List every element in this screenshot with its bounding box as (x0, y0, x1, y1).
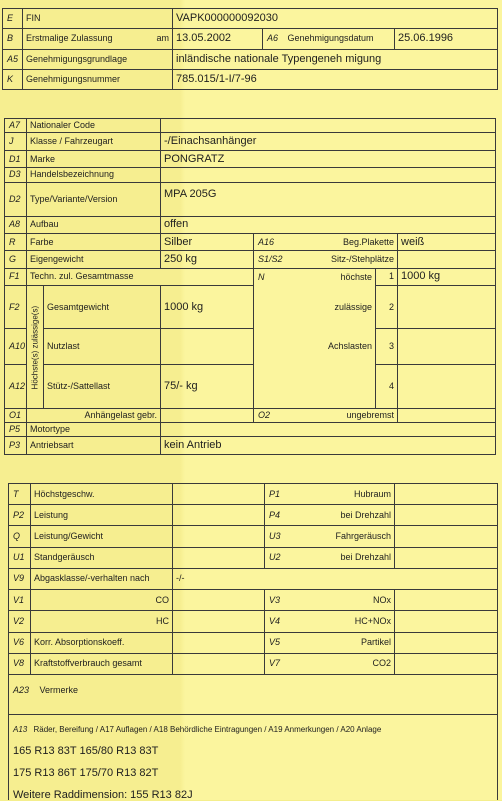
label-remarks: Vermerke (39, 685, 79, 695)
label-curb-weight: Eigengewicht (27, 251, 161, 268)
value-approval-number: 785.015/1-I/7-96 (173, 69, 498, 89)
label-nox: NOx (287, 590, 395, 611)
label-first-registration: Erstmalige Zulassung am (23, 29, 173, 49)
label-absorption: Korr. Absorptionskoeff. (31, 632, 173, 653)
code-a23: A23 (13, 685, 30, 695)
code-n: N (254, 268, 292, 285)
tyre-line-2: 175 R13 86T 175/70 R13 82T (13, 767, 159, 779)
label-max-permissible: Höchste(s) zulässige(s) (27, 286, 44, 408)
code-t: T (9, 484, 31, 505)
label-stationary-noise: Standgeräusch (31, 547, 173, 568)
label-badge: Beg.Plakette (292, 234, 398, 251)
value-brand: PONGRATZ (161, 150, 496, 167)
label-power-rpm: bei Drehzahl (287, 505, 395, 526)
code-u2: U2 (265, 547, 287, 568)
tyre-line-1: 165 R13 83T 165/80 R13 83T (13, 745, 159, 757)
label-hc: HC (31, 611, 173, 632)
axle-number-4: 4 (376, 365, 398, 408)
label-approval-date: Genehmigungsdatum (285, 29, 395, 49)
code-u1: U1 (9, 547, 31, 568)
code-q: Q (9, 526, 31, 547)
code-b: B (3, 29, 23, 49)
label-power: Leistung (31, 505, 173, 526)
value-trailer-unbraked (398, 408, 496, 422)
label-axle-loads: Achslasten (292, 329, 376, 365)
code-s1s2: S1/S2 (254, 251, 292, 268)
label-drive-type: Antriebsart (27, 437, 161, 455)
code-v9: V9 (9, 568, 31, 589)
value-drive-type: kein Antrieb (161, 437, 496, 455)
label-drive-noise: Fahrgeräusch (287, 526, 395, 547)
code-p4: P4 (265, 505, 287, 526)
code-r: R (5, 234, 27, 251)
code-f2: F2 (5, 286, 27, 329)
label-hc-nox: HC+NOx (287, 611, 395, 632)
value-axle-4 (398, 365, 496, 408)
label-tyres: Räder, Bereifung / A17 Auflagen / A18 Behördliche Eintragungen / A19 Anmerkungen / A20 Anlage (33, 725, 382, 734)
label-support-load: Stütz-/Sattellast (44, 365, 161, 408)
value-support-load: 75/- kg (161, 365, 254, 408)
label-payload: Nutzlast (44, 329, 161, 365)
code-e: E (3, 9, 23, 29)
value-fin: VAPK000000092030 (173, 9, 498, 29)
code-a6: A6 (263, 29, 285, 49)
value-class: -/Einachsanhänger (161, 133, 496, 150)
code-j: J (5, 133, 27, 150)
code-v1: V1 (9, 590, 31, 611)
label-brand: Marke (27, 150, 161, 167)
label-total-weight: Gesamtgewicht (44, 286, 161, 329)
value-seats (398, 251, 496, 268)
label-max-speed: Höchstgeschw. (31, 484, 173, 505)
label-particles: Partikel (287, 632, 395, 653)
value-total-weight: 1000 kg (161, 286, 254, 329)
value-color: Silber (161, 234, 254, 251)
label-body: Aufbau (27, 216, 161, 233)
axle-number-2: 2 (376, 286, 398, 329)
code-p5: P5 (5, 423, 27, 437)
value-curb-weight: 250 kg (161, 251, 254, 268)
tyre-line-3: Weitere Raddimension: 155 R13 82J (13, 789, 193, 801)
section-identification (2, 8, 498, 90)
code-v5: V5 (265, 632, 287, 653)
label-type: Type/Variante/Version (27, 182, 161, 216)
section-tyres (8, 715, 498, 800)
value-badge: weiß (398, 234, 496, 251)
value-national-code (161, 119, 496, 133)
section-remarks (8, 675, 498, 715)
label-approval-basis: Genehmigungsgrundlage (23, 49, 173, 69)
value-trade-name (161, 168, 496, 182)
code-v6: V6 (9, 632, 31, 653)
label-noise-rpm: bei Drehzahl (287, 547, 395, 568)
label-power-weight: Leistung/Gewicht (31, 526, 173, 547)
value-type: MPA 205G (161, 182, 496, 216)
value-first-registration: 13.05.2002 (173, 29, 263, 49)
label-engine-type: Motortype (27, 423, 161, 437)
code-d1: D1 (5, 150, 27, 167)
code-o2: O2 (254, 408, 292, 422)
code-p3: P3 (5, 437, 27, 455)
label-displacement: Hubraum (287, 484, 395, 505)
code-u3: U3 (265, 526, 287, 547)
label-co2: CO2 (287, 653, 395, 674)
code-v3: V3 (265, 590, 287, 611)
label-permissible: zulässige (292, 286, 376, 329)
code-g: G (5, 251, 27, 268)
code-o1: O1 (5, 408, 27, 422)
label-fuel-consumption: Kraftstoffverbrauch gesamt (31, 653, 173, 674)
label-color: Farbe (27, 234, 161, 251)
value-engine-type (161, 423, 496, 437)
value-approval-basis: inländische nationale Typengeneh migung (173, 49, 498, 69)
code-d3: D3 (5, 168, 27, 182)
value-approval-date: 25.06.1996 (395, 29, 498, 49)
value-axle-1: 1000 kg (398, 268, 496, 285)
label-fin: FIN (23, 9, 173, 29)
code-v8: V8 (9, 653, 31, 674)
value-emission-class: -/- (173, 568, 498, 589)
label-tech-mass: Techn. zul. Gesamtmasse (27, 268, 254, 285)
value-axle-3 (398, 329, 496, 365)
value-axle-2 (398, 286, 496, 329)
code-a7: A7 (5, 119, 27, 133)
label-class: Klasse / Fahrzeugart (27, 133, 161, 150)
value-body: offen (161, 216, 496, 233)
label-co: CO (31, 590, 173, 611)
code-d2: D2 (5, 182, 27, 216)
label-trailer-unbraked: ungebremst (292, 408, 398, 422)
label-approval-number: Genehmigungsnummer (23, 69, 173, 89)
code-a10: A10 (5, 329, 27, 365)
section-technical-data (8, 483, 498, 675)
code-p2: P2 (9, 505, 31, 526)
code-v4: V4 (265, 611, 287, 632)
label-trailer-braked: Anhängelast gebr. (27, 408, 161, 422)
value-trailer-braked (161, 408, 254, 422)
label-highest: höchste (292, 268, 376, 285)
axle-number-3: 3 (376, 329, 398, 365)
code-a16: A16 (254, 234, 292, 251)
axle-number-1: 1 (376, 268, 398, 285)
code-a5: A5 (3, 49, 23, 69)
section-vehicle-data (4, 118, 496, 455)
code-p1: P1 (265, 484, 287, 505)
value-payload (161, 329, 254, 365)
label-trade-name: Handelsbezeichnung (27, 168, 161, 182)
label-national-code: Nationaler Code (27, 119, 161, 133)
code-a8: A8 (5, 216, 27, 233)
code-k: K (3, 69, 23, 89)
label-seats: Sitz-/Stehplätze (292, 251, 398, 268)
code-v2: V2 (9, 611, 31, 632)
code-v7: V7 (265, 653, 287, 674)
label-emission-class: Abgasklasse/-verhalten nach (31, 568, 173, 589)
code-a13: A13 (13, 725, 28, 734)
code-f1: F1 (5, 268, 27, 285)
code-a12: A12 (5, 365, 27, 408)
